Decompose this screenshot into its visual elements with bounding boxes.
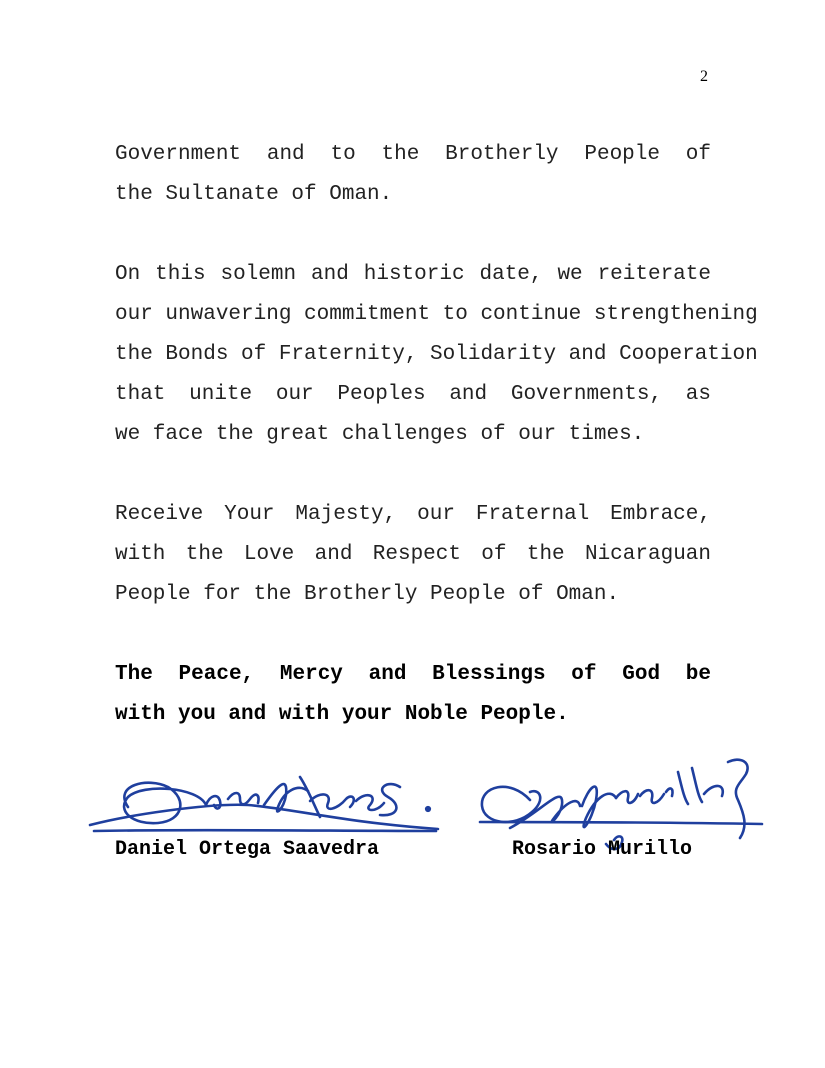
text-line: People for the Brotherly People of Oman. [115,583,620,606]
paragraph-closing-greeting [115,135,711,215]
text-line: our unwavering commitment to continue strengthening [115,303,758,326]
text-line: with the Love and Respect of the Nicaraguan [115,543,711,566]
signatory-name: Rosario Murillo [512,838,693,861]
text-line: The Peace, Mercy and Blessings of God be [115,663,711,686]
paragraph-blessing [115,655,711,735]
text-line: that unite our Peoples and Governments, as [115,383,711,406]
text-line: with you and with your Noble People. [115,703,569,726]
paragraph-commitment [115,255,758,455]
signatory-name: Daniel Ortega Saavedra [115,838,380,861]
text-line: the Bonds of Fraternity, Solidarity and Cooperation [115,343,758,366]
text-line: Government and to the Brotherly People of [115,143,711,166]
page-number: 2 [700,68,708,85]
text-line: Receive Your Majesty, our Fraternal Embrace, [115,503,711,526]
paragraph-embrace [115,495,711,615]
text-line: On this solemn and historic date, we reiterate [115,263,711,286]
text-line: the Sultanate of Oman. [115,183,393,206]
text-line: we face the great challenges of our times. [115,423,645,446]
signature-daniel-ortega [88,765,448,845]
